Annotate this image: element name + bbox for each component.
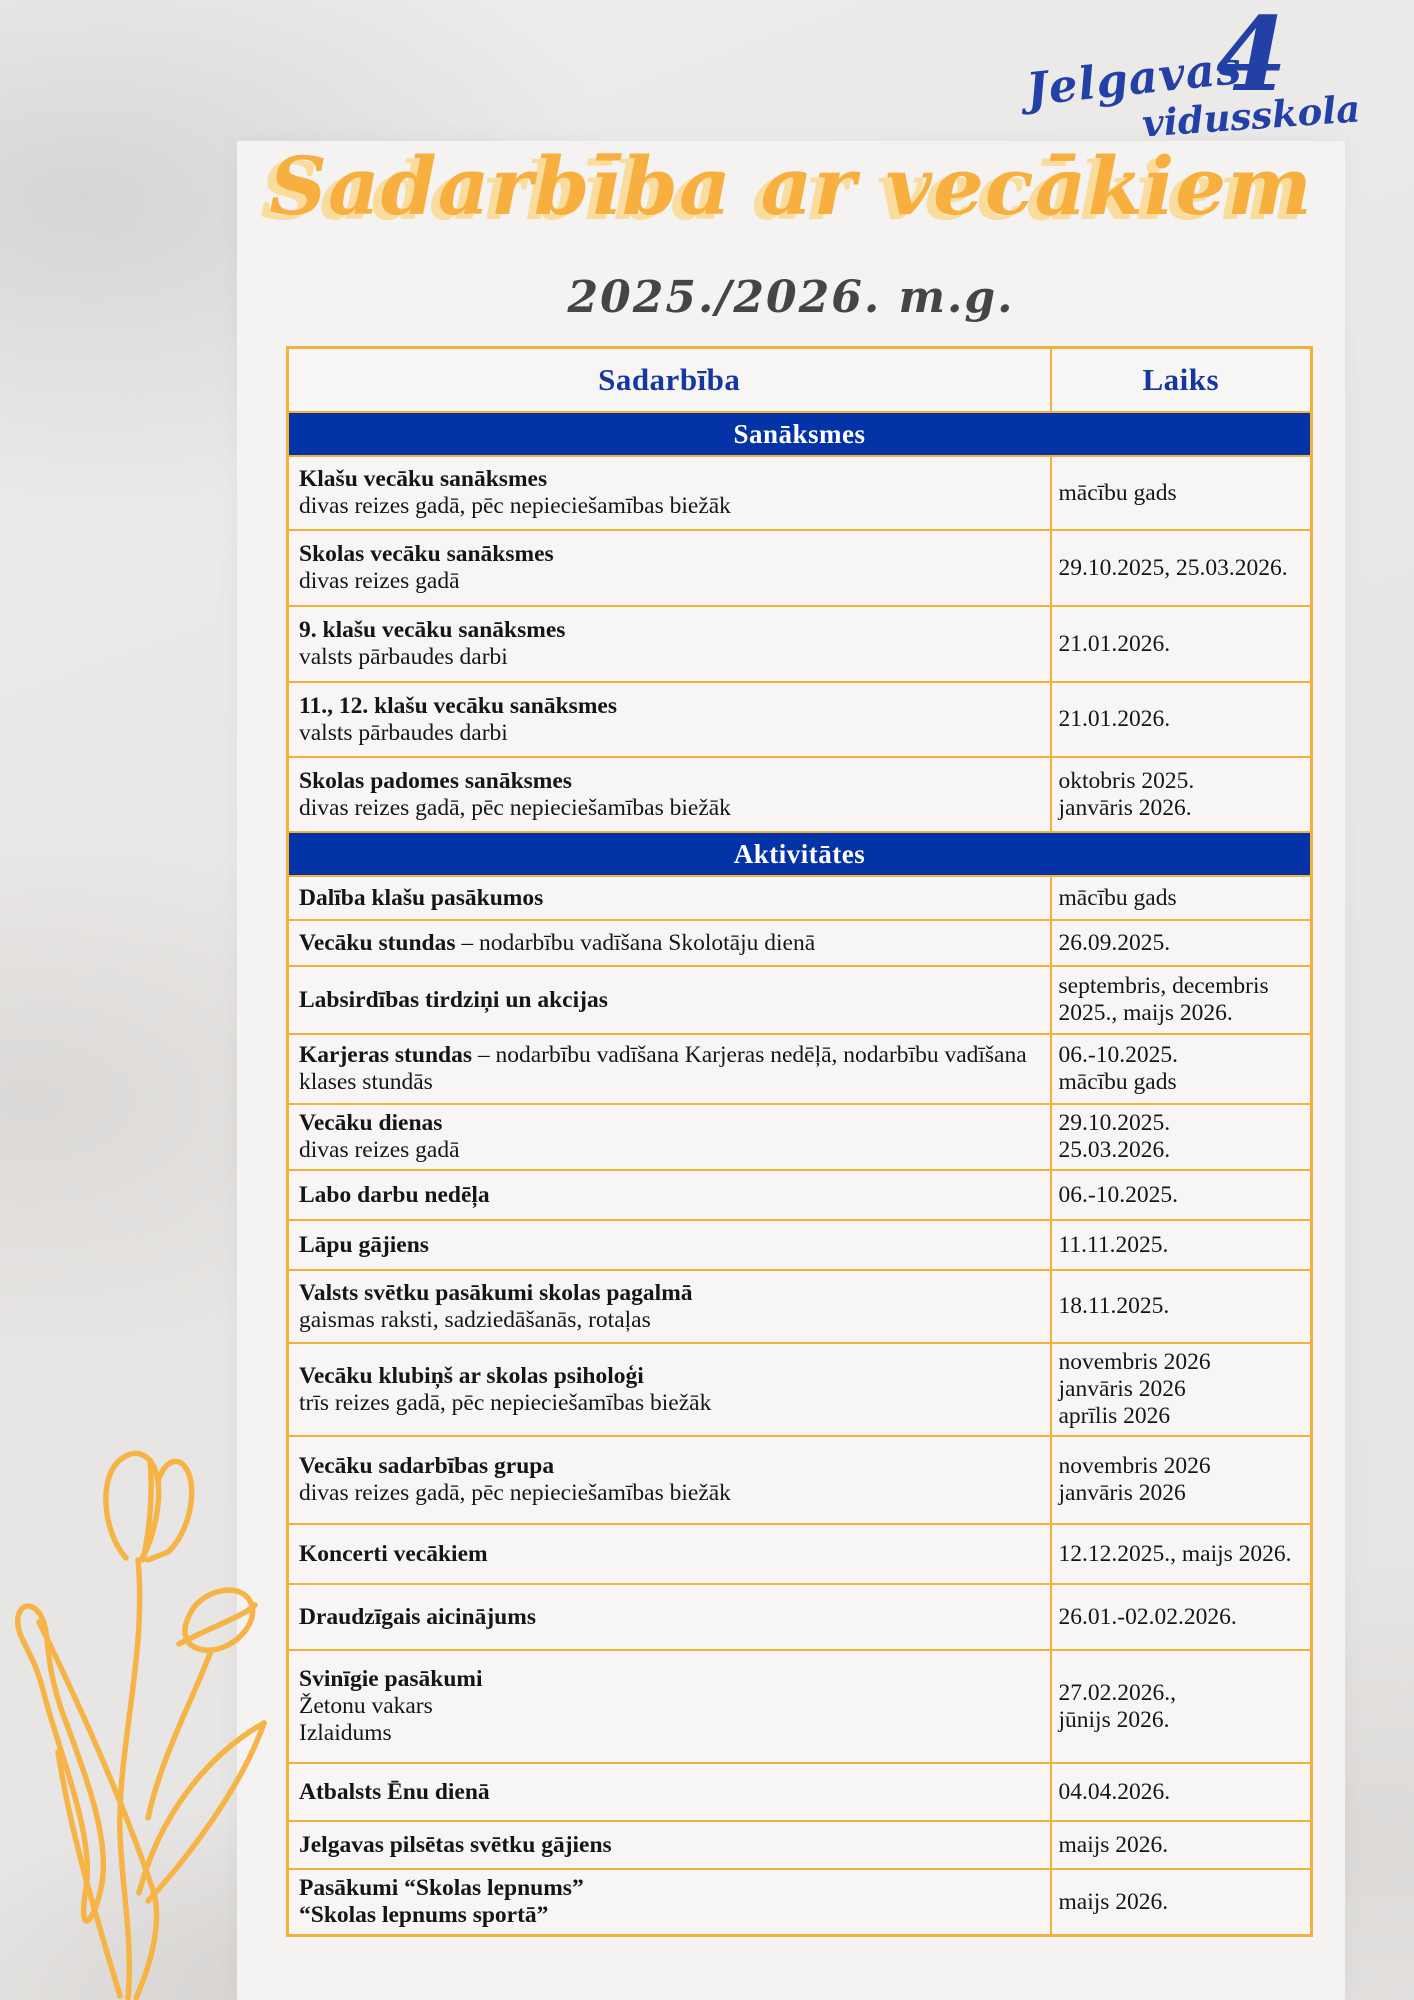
table-row: [288, 1270, 1312, 1343]
table-row: [288, 1170, 1312, 1220]
activity-title-rest: – nodarbību vadīšana Skolotāju dienā: [455, 929, 816, 956]
section-header: Aktivitātes: [288, 832, 1312, 876]
time-value: 11.11.2025.: [1058, 1231, 1169, 1258]
time-value: 06.-10.2025.: [1058, 1181, 1178, 1208]
activity-title-bold: Svinīgie pasākumi: [299, 1666, 483, 1692]
time-cell: [1051, 1524, 1312, 1584]
time-cell: [1051, 456, 1312, 530]
activity-title-bold: Lāpu gājiens: [299, 1231, 429, 1258]
table-header-row: [288, 348, 1312, 413]
activity-title-line2: [299, 1902, 1040, 1929]
activity-title-bold: Klašu vecāku sanāksmes: [299, 466, 548, 492]
time-cell: [1051, 530, 1312, 606]
time-value: janvāris 2026: [1058, 1376, 1186, 1402]
time-value: 2025., maijs 2026.: [1058, 1000, 1233, 1026]
time-cell: [1051, 966, 1312, 1034]
school-logo: [1023, 0, 1362, 148]
time-value: janvāris 2026: [1058, 1480, 1186, 1506]
table-row: [288, 757, 1312, 832]
time-value: novembris 2026: [1058, 1349, 1211, 1375]
activity-cell: [288, 757, 1051, 832]
schedule-table: [286, 346, 1313, 1937]
schedule-table-body: [288, 412, 1312, 1936]
activity-cell: [288, 966, 1051, 1034]
activity-title-bold: Vecāku sadarbības grupa: [299, 1453, 555, 1479]
activity-title: [299, 1110, 1040, 1137]
time-value: janvāris 2026.: [1058, 794, 1192, 821]
time-cell: [1051, 876, 1312, 920]
time-value: 26.09.2025.: [1058, 929, 1171, 956]
activity-title-bold: Labo darbu nedēļa: [299, 1181, 490, 1208]
time-value: 04.04.2026.: [1058, 1778, 1171, 1805]
table-row: [288, 1034, 1312, 1104]
activity-title-bold: “Skolas lepnums sportā”: [299, 1902, 549, 1928]
activity-cell: [288, 1343, 1051, 1436]
time-cell: [1051, 1650, 1312, 1763]
table-row: [288, 530, 1312, 606]
table-row: [288, 606, 1312, 682]
table-row: [288, 1821, 1312, 1869]
time-value: 21.01.2026.: [1058, 706, 1171, 732]
activity-subtitle: divas reizes gadā, pēc nepieciešamības biežāk: [299, 794, 731, 821]
logo-number-4: 4: [1216, 0, 1287, 115]
activity-title: [299, 466, 1040, 493]
time-cell: [1051, 757, 1312, 832]
time-value: jūnijs 2026.: [1058, 1706, 1170, 1733]
activity-title-bold: Karjeras stundas: [299, 1042, 472, 1068]
activity-title: [299, 617, 1040, 644]
activity-cell: [288, 682, 1051, 757]
activity-cell: [288, 606, 1051, 682]
time-value: 12.12.2025., maijs 2026.: [1058, 1540, 1292, 1567]
activity-title-bold: Valsts svētku pasākumi skolas pagalmā: [299, 1279, 693, 1306]
table-row: [288, 682, 1312, 757]
activity-title-bold: Koncerti vecākiem: [299, 1540, 488, 1567]
activity-title-bold: Vecāku stundas: [299, 929, 456, 956]
table-row: [288, 1763, 1312, 1821]
time-value: 29.10.2025.: [1058, 1110, 1171, 1136]
activity-subtitle: Žetonu vakars: [299, 1693, 433, 1719]
activity-subtitle: divas reizes gadā: [299, 568, 460, 594]
activity-subtitle: trīs reizes gadā, pēc nepieciešamības biežāk: [299, 1389, 712, 1416]
activity-title: [299, 1541, 1040, 1568]
activity-title: [299, 1182, 1040, 1209]
time-cell: [1051, 1343, 1312, 1436]
section-row: [288, 412, 1312, 456]
activity-cell: [288, 1821, 1051, 1869]
time-cell: [1051, 1270, 1312, 1343]
time-value: oktobris 2025.: [1058, 767, 1195, 794]
activity-title: [299, 693, 1040, 720]
table-row: [288, 1584, 1312, 1650]
activity-cell: [288, 1650, 1051, 1763]
activity-cell: [288, 1104, 1051, 1170]
table-row: [288, 1650, 1312, 1763]
time-value: 21.01.2026.: [1058, 630, 1171, 657]
activity-title: [299, 1042, 1040, 1096]
time-value: mācību gads: [1058, 479, 1177, 506]
activity-title-bold: Skolas vecāku sanāksmes: [299, 541, 554, 567]
activity-subtitle: divas reizes gadā, pēc nepieciešamības biežāk: [299, 1480, 731, 1506]
activity-cell: [288, 1270, 1051, 1343]
activity-cell: [288, 1436, 1051, 1524]
activity-cell: [288, 530, 1051, 606]
time-value: novembris 2026: [1058, 1453, 1211, 1479]
time-cell: [1051, 682, 1312, 757]
time-cell: [1051, 1436, 1312, 1524]
activity-subtitle: divas reizes gadā, pēc nepieciešamības biežāk: [299, 493, 731, 519]
activity-cell: [288, 876, 1051, 920]
time-value: 29.10.2025, 25.03.2026.: [1058, 554, 1288, 581]
page-subtitle: 2025./2026. m.g.: [567, 272, 1015, 323]
activity-cell: [288, 1869, 1051, 1936]
activity-subtitle: divas reizes gadā: [299, 1137, 460, 1163]
time-value: mācību gads: [1058, 884, 1177, 911]
activity-subtitle: valsts pārbaudes darbi: [299, 644, 508, 670]
activity-title: [299, 987, 1040, 1014]
column-header-laiks: Laiks: [1051, 348, 1312, 413]
table-row: [288, 1524, 1312, 1584]
time-cell: [1051, 1763, 1312, 1821]
activity-title-bold: 11., 12. klašu vecāku sanāksmes: [299, 692, 617, 719]
table-row: [288, 1104, 1312, 1170]
activity-title-bold: Skolas padomes sanāksmes: [299, 767, 572, 794]
time-value: maijs 2026.: [1058, 1888, 1169, 1915]
activity-title: [299, 1779, 1040, 1806]
time-cell: [1051, 1584, 1312, 1650]
table-row: [288, 920, 1312, 966]
activity-cell: [288, 1763, 1051, 1821]
activity-title-bold: Vecāku klubiņš ar skolas psiholoģi: [299, 1362, 644, 1389]
time-value: mācību gads: [1058, 1069, 1177, 1095]
activity-title-bold: Labsirdības tirdziņi un akcijas: [299, 986, 608, 1013]
activity-cell: [288, 1220, 1051, 1270]
table-row: [288, 1220, 1312, 1270]
logo-text-vidusskola: vidusskola: [1140, 86, 1362, 146]
time-cell: [1051, 1220, 1312, 1270]
page-title: Sadarbība ar vecākiem: [269, 139, 1313, 233]
activity-title: [299, 1875, 1040, 1902]
table-row: [288, 876, 1312, 920]
activity-subtitle: valsts pārbaudes darbi: [299, 719, 508, 746]
time-value: 26.01.-02.02.2026.: [1058, 1603, 1237, 1630]
activity-cell: [288, 1170, 1051, 1220]
activity-title: [299, 1363, 1040, 1390]
table-row: [288, 966, 1312, 1034]
activity-title: [299, 930, 1040, 957]
activity-subtitle: Izlaidums: [299, 1720, 392, 1746]
time-value: maijs 2026.: [1058, 1831, 1169, 1858]
activity-cell: [288, 456, 1051, 530]
activity-title: [299, 885, 1040, 912]
table-row: [288, 1436, 1312, 1524]
tulip-icon: [0, 1420, 282, 2000]
activity-cell: [288, 1524, 1051, 1584]
table-row: [288, 1869, 1312, 1936]
activity-title-bold: Jelgavas pilsētas svētku gājiens: [299, 1831, 612, 1858]
time-cell: [1051, 920, 1312, 966]
activity-title: [299, 1832, 1040, 1859]
time-cell: [1051, 1869, 1312, 1936]
activity-title-bold: Pasākumi “Skolas lepnums”: [299, 1875, 584, 1901]
activity-title: [299, 1453, 1040, 1480]
time-value: septembris, decembris: [1058, 973, 1269, 999]
activity-title: [299, 1232, 1040, 1259]
activity-title: [299, 1280, 1040, 1307]
activity-title-bold: Vecāku dienas: [299, 1110, 443, 1136]
activity-title-bold: Draudzīgais aicinājums: [299, 1603, 536, 1630]
time-value: 27.02.2026.,: [1058, 1679, 1176, 1706]
activity-title-rest: – nodarbību vadīšana Karjeras nedēļā, nodarbību vadīšana klases stundās: [299, 1042, 1027, 1095]
activity-title: [299, 1604, 1040, 1631]
activity-title-bold: 9. klašu vecāku sanāksmes: [299, 617, 566, 643]
activity-cell: [288, 1034, 1051, 1104]
time-cell: [1051, 1170, 1312, 1220]
time-value: 18.11.2025.: [1058, 1293, 1170, 1319]
time-value: 06.-10.2025.: [1058, 1042, 1178, 1068]
activity-title: [299, 541, 1040, 568]
time-value: 25.03.2026.: [1058, 1137, 1171, 1163]
activity-title: [299, 1666, 1040, 1693]
activity-subtitle: gaismas raksti, sadziedāšanās, rotaļas: [299, 1306, 651, 1333]
time-cell: [1051, 1104, 1312, 1170]
section-header: Sanāksmes: [288, 412, 1312, 456]
logo-text-jelgavas: Jelgavas: [1023, 40, 1245, 117]
section-row: [288, 832, 1312, 876]
activity-title-bold: Dalība klašu pasākumos: [299, 884, 544, 911]
time-value: aprīlis 2026: [1058, 1403, 1171, 1429]
table-row: [288, 456, 1312, 530]
activity-cell: [288, 920, 1051, 966]
time-cell: [1051, 1034, 1312, 1104]
activity-cell: [288, 1584, 1051, 1650]
table-row: [288, 1343, 1312, 1436]
time-cell: [1051, 606, 1312, 682]
activity-title-bold: Atbalsts Ēnu dienā: [299, 1778, 490, 1805]
time-cell: [1051, 1821, 1312, 1869]
activity-title: [299, 768, 1040, 795]
column-header-sadarbiba: Sadarbība: [288, 348, 1051, 413]
